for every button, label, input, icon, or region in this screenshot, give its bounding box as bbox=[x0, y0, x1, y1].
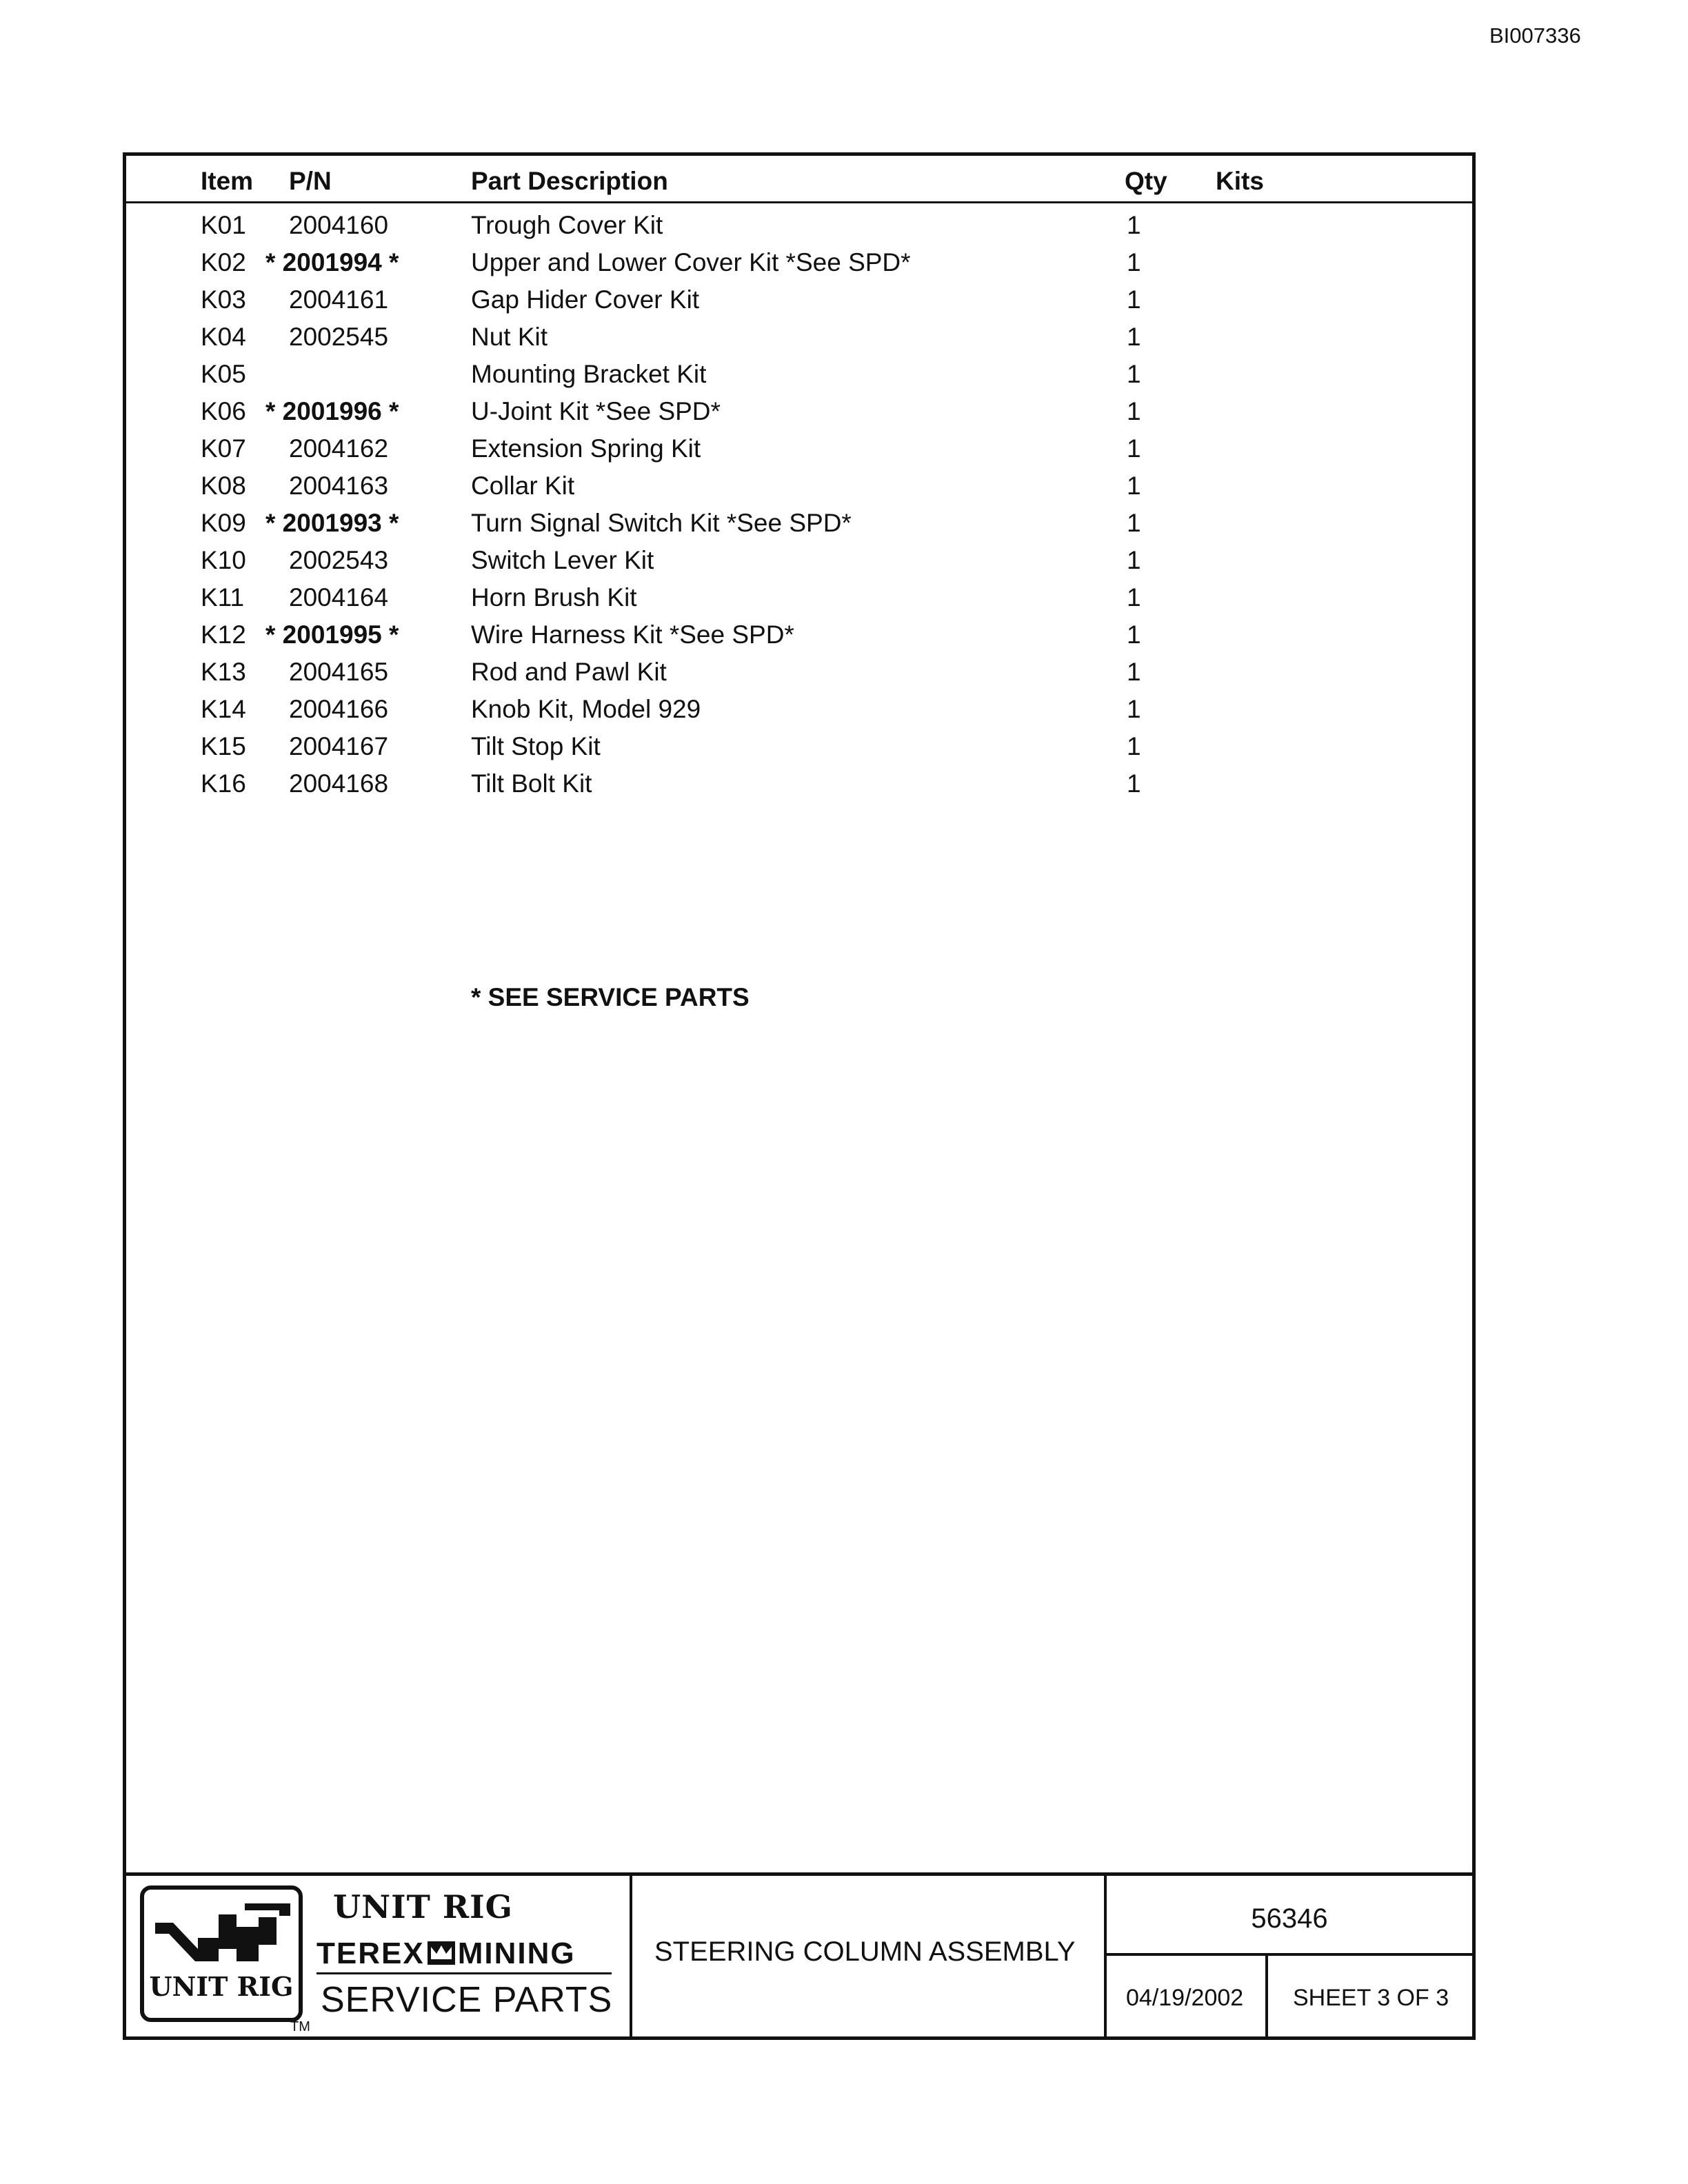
table-row bbox=[126, 397, 1472, 434]
row-part-number: 2004167 bbox=[289, 732, 389, 760]
table-row bbox=[126, 546, 1472, 583]
row-qty: 1 bbox=[1127, 397, 1141, 425]
table-row bbox=[126, 658, 1472, 695]
row-item: K10 bbox=[201, 546, 246, 574]
row-item: K07 bbox=[201, 434, 246, 463]
row-qty: 1 bbox=[1127, 285, 1141, 314]
row-qty: 1 bbox=[1127, 472, 1141, 500]
row-part-number: 2004160 bbox=[289, 211, 389, 239]
row-part-number: 2004163 bbox=[289, 472, 389, 500]
row-part-number: * 2001994 * bbox=[265, 248, 399, 276]
header-kits: Kits bbox=[1216, 167, 1264, 195]
row-description: Switch Lever Kit bbox=[471, 546, 654, 574]
brand-service-parts: SERVICE PARTS bbox=[321, 1980, 613, 2020]
row-qty: 1 bbox=[1127, 211, 1141, 239]
trademark-mark: TM bbox=[290, 2019, 310, 2034]
table-row bbox=[126, 248, 1472, 285]
row-description: Mounting Bracket Kit bbox=[471, 360, 707, 388]
table-row bbox=[126, 434, 1472, 472]
row-item: K05 bbox=[201, 360, 246, 388]
table-row bbox=[126, 323, 1472, 360]
sheet-number: SHEET 3 OF 3 bbox=[1293, 1985, 1449, 2011]
row-item: K01 bbox=[201, 211, 246, 239]
row-qty: 1 bbox=[1127, 732, 1141, 760]
parts-table bbox=[126, 156, 1472, 1872]
unit-rig-logo-mark-icon bbox=[155, 1903, 290, 1967]
drawing-title: STEERING COLUMN ASSEMBLY bbox=[654, 1937, 1076, 1967]
header-qty: Qty bbox=[1125, 167, 1167, 195]
row-item: K03 bbox=[201, 285, 246, 314]
row-part-number: 2004161 bbox=[289, 285, 389, 314]
document-id: BI007336 bbox=[1489, 23, 1581, 48]
row-part-number: * 2001995 * bbox=[265, 620, 399, 649]
row-description: Trough Cover Kit bbox=[471, 211, 663, 239]
row-description: Horn Brush Kit bbox=[471, 583, 637, 611]
row-item: K15 bbox=[201, 732, 246, 760]
row-description: Rod and Pawl Kit bbox=[471, 658, 667, 686]
table-row bbox=[126, 620, 1472, 658]
service-parts-note: * SEE SERVICE PARTS bbox=[471, 983, 750, 1011]
row-part-number: 2004166 bbox=[289, 695, 389, 723]
brand-divider bbox=[316, 1972, 612, 1974]
brand-unit-rig: UNIT RIG bbox=[333, 1888, 513, 1925]
row-item: K02 bbox=[201, 248, 246, 276]
row-part-number: 2004168 bbox=[289, 769, 389, 798]
row-description: Tilt Stop Kit bbox=[471, 732, 601, 760]
row-description: U-Joint Kit *See SPD* bbox=[471, 397, 721, 425]
number-cell bbox=[1107, 1876, 1472, 1956]
row-description: Tilt Bolt Kit bbox=[471, 769, 592, 798]
table-header bbox=[126, 156, 1472, 203]
sheet-cell bbox=[1268, 1956, 1472, 2040]
title-cell bbox=[632, 1876, 1107, 2040]
row-qty: 1 bbox=[1127, 658, 1141, 686]
row-part-number: * 2001996 * bbox=[265, 397, 399, 425]
row-item: K04 bbox=[201, 323, 246, 351]
row-qty: 1 bbox=[1127, 546, 1141, 574]
row-part-number: 2002543 bbox=[289, 546, 389, 574]
row-qty: 1 bbox=[1127, 323, 1141, 351]
row-description: Nut Kit bbox=[471, 323, 548, 351]
row-qty: 1 bbox=[1127, 509, 1141, 537]
brand-terex-mining bbox=[316, 1937, 576, 1971]
row-qty: 1 bbox=[1127, 248, 1141, 276]
table-row bbox=[126, 695, 1472, 732]
row-description: Turn Signal Switch Kit *See SPD* bbox=[471, 509, 852, 537]
row-part-number: 2002545 bbox=[289, 323, 389, 351]
row-item: K09 bbox=[201, 509, 246, 537]
drawing-number: 56346 bbox=[1251, 1903, 1328, 1934]
logo-cell bbox=[126, 1876, 632, 2040]
row-item: K08 bbox=[201, 472, 246, 500]
header-pn: P/N bbox=[289, 167, 332, 195]
terex-crown-icon bbox=[428, 1941, 455, 1965]
row-description: Wire Harness Kit *See SPD* bbox=[471, 620, 794, 649]
row-qty: 1 bbox=[1127, 583, 1141, 611]
header-description: Part Description bbox=[471, 167, 668, 195]
row-part-number: * 2001993 * bbox=[265, 509, 399, 537]
row-qty: 1 bbox=[1127, 434, 1141, 463]
row-qty: 1 bbox=[1127, 695, 1141, 723]
row-qty: 1 bbox=[1127, 360, 1141, 388]
table-row bbox=[126, 583, 1472, 620]
row-description: Knob Kit, Model 929 bbox=[471, 695, 701, 723]
row-description: Collar Kit bbox=[471, 472, 575, 500]
row-item: K14 bbox=[201, 695, 246, 723]
row-part-number: 2004165 bbox=[289, 658, 389, 686]
table-row bbox=[126, 769, 1472, 807]
row-item: K12 bbox=[201, 620, 246, 649]
brand-terex: TEREX bbox=[316, 1937, 425, 1970]
logo-text: UNIT RIG bbox=[149, 1971, 294, 2002]
row-item: K11 bbox=[201, 583, 245, 611]
date-cell bbox=[1107, 1956, 1268, 2040]
table-row bbox=[126, 360, 1472, 397]
brand-mining: MINING bbox=[457, 1937, 576, 1970]
title-block bbox=[126, 1872, 1472, 2040]
row-qty: 1 bbox=[1127, 769, 1141, 798]
drawing-frame bbox=[123, 152, 1476, 2040]
table-row bbox=[126, 509, 1472, 546]
row-description: Gap Hider Cover Kit bbox=[471, 285, 700, 314]
table-row bbox=[126, 285, 1472, 323]
row-part-number: 2004164 bbox=[289, 583, 389, 611]
unit-rig-logo bbox=[140, 1885, 303, 2022]
row-description: Extension Spring Kit bbox=[471, 434, 701, 463]
row-item: K06 bbox=[201, 397, 246, 425]
row-item: K13 bbox=[201, 658, 246, 686]
header-item: Item bbox=[201, 167, 254, 195]
row-qty: 1 bbox=[1127, 620, 1141, 649]
drawing-date: 04/19/2002 bbox=[1126, 1985, 1244, 2011]
table-row bbox=[126, 732, 1472, 769]
table-row bbox=[126, 211, 1472, 248]
table-row bbox=[126, 472, 1472, 509]
row-part-number: 2004162 bbox=[289, 434, 389, 463]
row-item: K16 bbox=[201, 769, 246, 798]
row-description: Upper and Lower Cover Kit *See SPD* bbox=[471, 248, 911, 276]
